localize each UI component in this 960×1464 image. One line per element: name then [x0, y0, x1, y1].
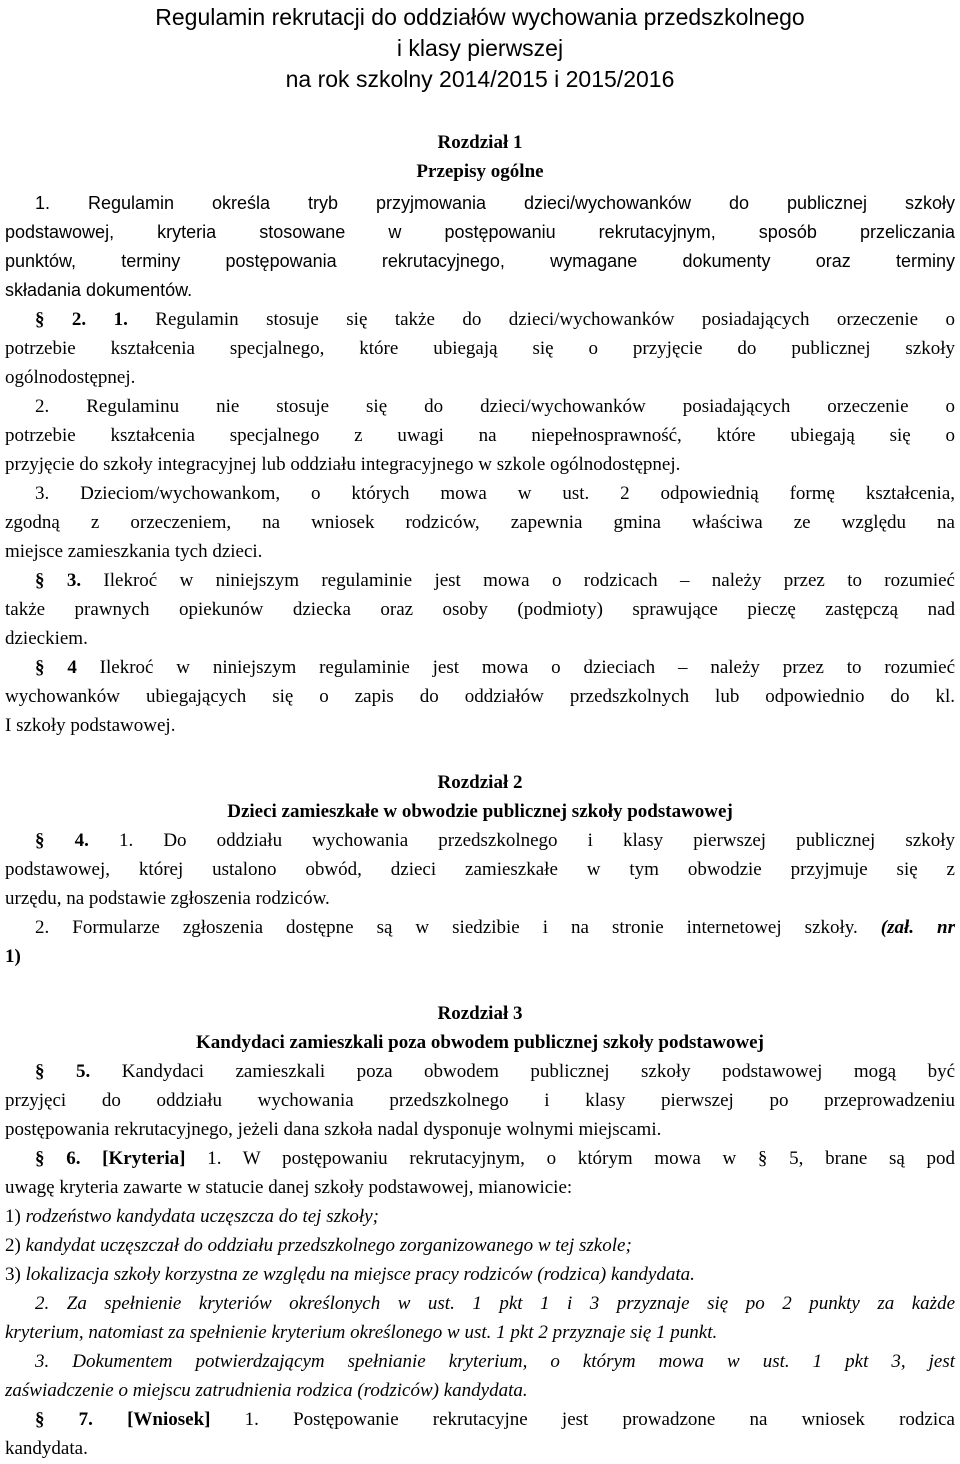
section-marker: § 2. 1. — [35, 309, 128, 330]
paragraph-line — [5, 653, 955, 682]
section-marker: § 4. — [35, 830, 89, 851]
paragraph-line: miejsce zamieszkania tych dzieci. — [5, 541, 263, 562]
title-line-1: Regulamin rekrutacji do oddziałów wychowania przedszkolnego — [155, 4, 805, 30]
section-marker: § 5. — [35, 1061, 91, 1082]
paragraph-line: postępowania rekrutacyjnego, jeżeli dana szkoła nadal dysponuje wolnymi miejscami. — [5, 1119, 662, 1140]
title-line-2: i klasy pierwszej — [396, 35, 564, 61]
chapter-2-subheading: Dzieci zamieszkałe w obwodzie publicznej szkoły podstawowej — [227, 801, 733, 822]
paragraph-line: przyjęci do oddziału wychowania przedszkolnego i klasy pierwszej po przeprowadzeniu — [5, 1090, 955, 1111]
list-number: 1) — [5, 1206, 26, 1227]
paragraph-line — [5, 305, 955, 334]
paragraph-line: dzieckiem. — [5, 628, 88, 649]
paragraph-text: Ilekroć w niniejszym regulaminie jest mowa o rodzicach – należy przez to rozumieć — [81, 570, 955, 591]
paragraph-line: podstawowej, kryteria stosowane w postępowaniu rekrutacyjnym, sposób przeliczania — [5, 222, 955, 242]
list-item — [5, 1231, 955, 1260]
paragraph-text: 1. Do oddziału wychowania przedszkolnego i klasy pierwszej publicznej szkoły — [88, 830, 955, 851]
paragraph-line: podstawowej, której ustalono obwód, dzieci zamieszkałe w tym obwodzie przyjmuje się z — [5, 859, 955, 880]
section-marker: § 4 — [35, 657, 77, 678]
paragraph-text: 1. Postępowanie rekrutacyjne jest prowadzone na wniosek rodzica — [210, 1409, 955, 1430]
paragraph-line: 2. Za spełnienie kryteriów określonych w ust. 1 pkt 1 i 3 przyznaje się po 2 punkty za każde — [35, 1293, 955, 1314]
chapter-1-heading: Rozdział 1 — [437, 132, 523, 153]
paragraph-text: Ilekroć w niniejszym regulaminie jest mowa o dzieciach – należy przez to rozumieć — [76, 657, 955, 678]
paragraph-line: przyjęcie do szkoły integracyjnej lub oddziału integracyjnego w szkole ogólnodostępnej. — [5, 454, 681, 475]
paragraph-line: także prawnych opiekunów dziecka oraz osoby (podmioty) sprawujące pieczę zastępczą nad — [5, 599, 955, 620]
title-line-3: na rok szkolny 2014/2015 i 2015/2016 — [285, 66, 675, 92]
paragraph-line: wychowanków ubiegających się o zapis do oddziałów przedszkolnych lub odpowiednio do kl. — [5, 686, 955, 707]
paragraph-line: I szkoły podstawowej. — [5, 715, 176, 736]
list-text: rodzeństwo kandydata uczęszcza do tej szkoły; — [25, 1206, 379, 1227]
list-item — [5, 1202, 955, 1231]
paragraph-line: 3. Dokumentem potwierdzającym spełnianie kryterium, o którym mowa w ust. 1 pkt 3, jest — [35, 1351, 955, 1372]
paragraph-line: 3. Dzieciom/wychowankom, o których mowa w ust. 2 odpowiednią formę kształcenia, — [35, 483, 955, 504]
paragraph-line — [5, 1144, 955, 1173]
paragraph-line: 1) — [5, 946, 21, 967]
list-number: 3) — [5, 1264, 26, 1285]
attachment-reference: (zał. nr — [880, 917, 956, 938]
section-marker: § 3. — [35, 570, 82, 591]
paragraph-line: punktów, terminy postępowania rekrutacyjnego, wymagane dokumenty oraz terminy — [5, 251, 955, 271]
paragraph-line: potrzebie kształcenia specjalnego z uwagi na niepełnosprawność, które ubiegają się o — [5, 425, 955, 446]
paragraph-line: kryterium, natomiast za spełnienie kryterium określonego w ust. 1 pkt 2 przyznaje się 1 punkt. — [5, 1322, 718, 1343]
section-marker: § 6. [Kryteria] — [35, 1148, 186, 1169]
list-item — [5, 1260, 955, 1289]
chapter-2-heading: Rozdział 2 — [437, 772, 523, 793]
paragraph-text: 2. Formularze zgłoszenia dostępne są w siedzibie i na stronie internetowej szkoły. — [35, 917, 881, 938]
paragraph-line: kandydata. — [5, 1438, 88, 1459]
list-text: lokalizacja szkoły korzystna ze względu na miejsce pracy rodziców (rodzica) kandydata. — [25, 1264, 695, 1285]
list-number: 2) — [5, 1235, 26, 1256]
chapter-3-subheading: Kandydaci zamieszkali poza obwodem publicznej szkoły podstawowej — [196, 1032, 764, 1053]
paragraph-line — [5, 1057, 955, 1086]
paragraph-line — [5, 913, 955, 942]
paragraph-line: urzędu, na podstawie zgłoszenia rodziców. — [5, 888, 330, 909]
paragraph-line: uwagę kryteria zawarte w statucie danej szkoły podstawowej, mianowicie: — [5, 1177, 573, 1198]
chapter-1-subheading: Przepisy ogólne — [416, 161, 544, 182]
paragraph-line: zaświadczenie o miejscu zatrudnienia rodzica (rodziców) kandydata. — [5, 1380, 528, 1401]
paragraph-line: ogólnodostępnej. — [5, 367, 136, 388]
paragraph-line — [5, 826, 955, 855]
list-text: kandydat uczęszczał do oddziału przedszkolnego zorganizowanego w tej szkole; — [25, 1235, 632, 1256]
paragraph-line: potrzebie kształcenia specjalnego, które ubiegają się o przyjęcie do publicznej szkoły — [5, 338, 955, 359]
chapter-3-heading: Rozdział 3 — [437, 1003, 523, 1024]
paragraph-line — [5, 566, 955, 595]
document-title — [0, 2, 960, 95]
paragraph-text: 1. W postępowaniu rekrutacyjnym, o którym mowa w § 5, brane są pod — [185, 1148, 955, 1169]
paragraph-line: 2. Regulaminu nie stosuje się do dzieci/wychowanków posiadających orzeczenie o — [35, 396, 955, 417]
paragraph-line: 1. Regulamin określa tryb przyjmowania dzieci/wychowanków do publicznej szkoły — [35, 193, 955, 213]
paragraph-text: Regulamin stosuje się także do dzieci/wychowanków posiadających orzeczenie o — [127, 309, 956, 330]
paragraph-line: zgodną z orzeczeniem, na wniosek rodziców, zapewnia gmina właściwa ze względu na — [5, 512, 955, 533]
section-marker: § 7. [Wniosek] — [35, 1409, 211, 1430]
paragraph-line — [5, 1405, 955, 1434]
paragraph-line: składania dokumentów. — [5, 280, 193, 300]
paragraph-text: Kandydaci zamieszkali poza obwodem publicznej szkoły podstawowej mogą być — [90, 1061, 956, 1082]
